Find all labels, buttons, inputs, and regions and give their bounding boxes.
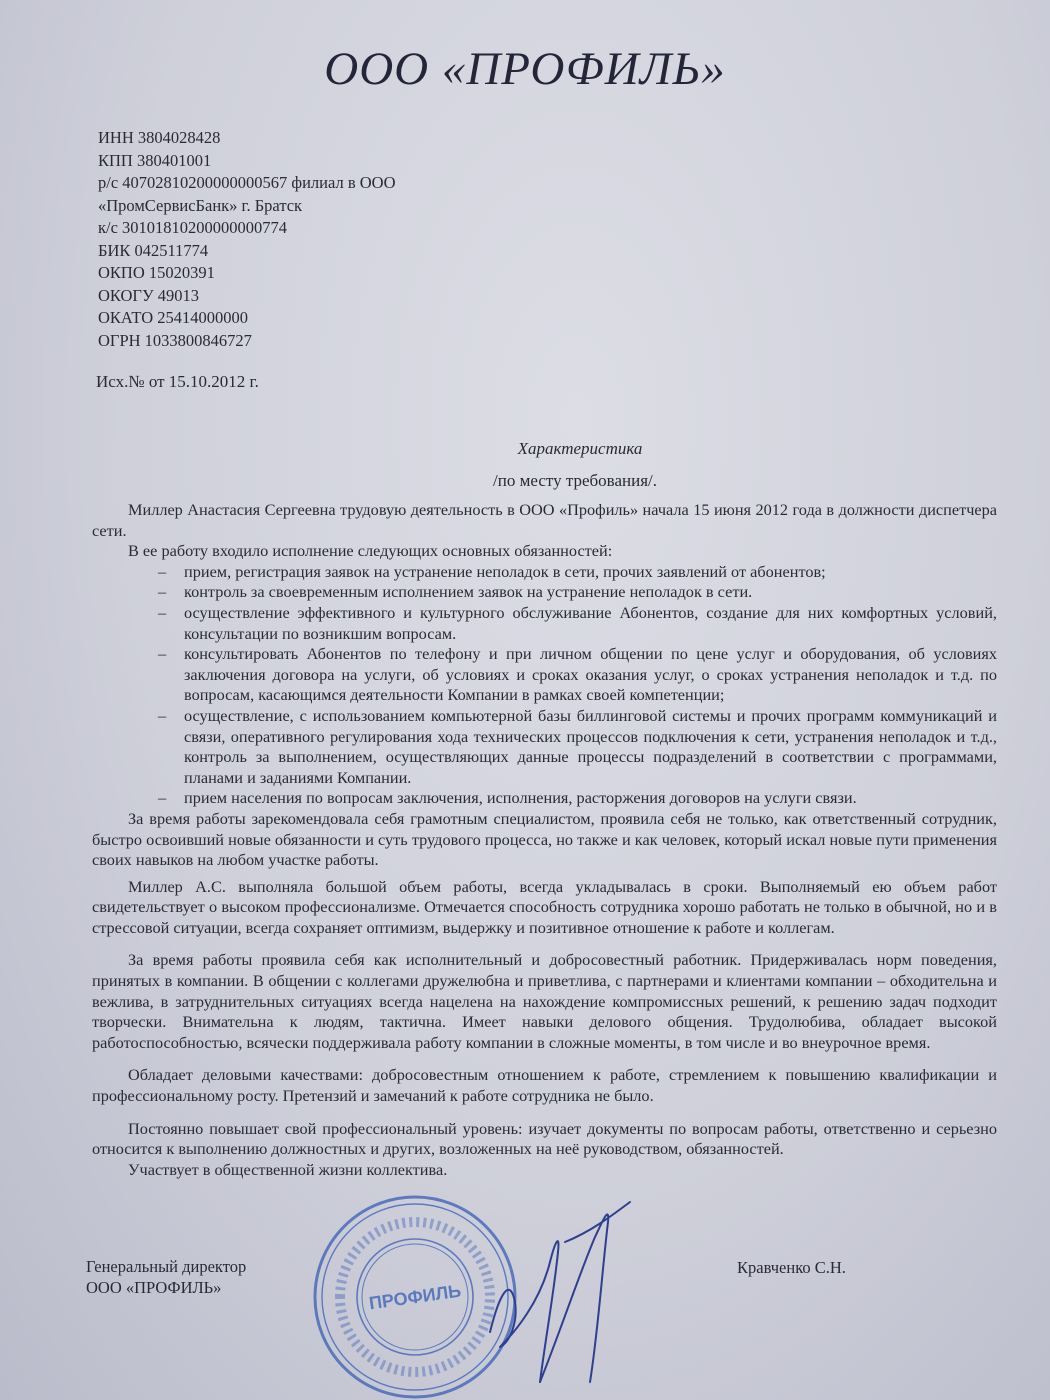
duty-item: – осуществление, с использованием компьютерной базы биллинговой системы и прочих программ коммуникаций и связи, оперативного регулирования хода технических процессов подключения к сети, устранения неполадок и т.д., контроль за выполнением, осуществляющих данные процессы подразделений в соответствии с программами, планами и заданиями Компании. — [92, 706, 997, 788]
requisite-corr-account: к/с 30101810200000000774 — [98, 218, 288, 237]
duties-intro: В ее работу входило исполнение следующих основных обязанностей: — [128, 541, 613, 561]
requisite-inn: ИНН 3804028428 — [98, 128, 221, 147]
paragraph-specialist: За время работы зарекомендовала себя грамотным специалистом, проявила себя не только, как ответственный сотрудник, быстро освоивший новые обязанности и суть трудового процесса, но также и как человек, который искал новые пути применения своих навыков на любом участке работы. — [92, 808, 997, 870]
duty-item: – контроль за своевременным исполнением заявок на устранение неполадок в сети. — [92, 582, 997, 603]
requisite-bik: БИК 042511774 — [98, 240, 209, 260]
requisite-ogrn: ОГРН 1033800846727 — [98, 330, 252, 350]
company-requisites — [98, 127, 395, 352]
duties-list — [92, 562, 997, 809]
requisite-okato: ОКАТО 25414000000 — [98, 308, 249, 327]
document-body — [92, 500, 997, 1180]
paragraph-development: Постоянно повышает свой профессиональный уровень: изучает документы по вопросам работы, ответственно и серьезно относится к выполнению должностных и других, возложенных на неё руководством, обязанностей. — [92, 1118, 997, 1159]
signer-position-line1: Генеральный директор — [86, 1257, 247, 1276]
signer-name: Кравченко С.Н. — [737, 1258, 846, 1277]
intro-paragraph: Миллер Анастасия Сергеевна трудовую деятельность в ООО «Профиль» начала 15 июня 2012 года в должности диспетчера сети. — [92, 500, 997, 540]
requisite-okpo: ОКПО 15020391 — [98, 263, 215, 282]
paragraph-conduct: За время работы проявила себя как исполнительный и добросовестный работник. Придерживалась норм поведения, принятых в компании. В общении с коллегами дружелюбна и приветлива, с партнерами и клиентами компании – обходительна и вежлива, в затруднительных ситуациях всегда нацелена на нахождение компромиссных решений, к решению задач подходит творчески. Внимательна к людям, тактична. Имеет навыки делового общения. Трудолюбива, обладает высокой работоспособностью, всячески поддерживала работу компании в сложные моменты, в том числе и во внеурочное время. — [92, 950, 997, 1052]
requisite-bank: «ПромСервисБанк» г. Братск — [98, 195, 303, 215]
signer-position — [86, 1256, 246, 1298]
paragraph-social: Участвует в общественной жизни коллектива. — [128, 1159, 448, 1179]
requisite-kpp: КПП 380401001 — [98, 150, 212, 170]
requisite-account: р/с 40702810200000000567 филиал в ООО — [98, 173, 396, 192]
document-subheading: /по месту требования/. — [493, 471, 657, 490]
stamp-center-text: ПРОФИЛЬ — [367, 1280, 463, 1314]
duty-item: – консультировать Абонентов по телефону и при личном общении по цене услуг и оборудования, об условиях заключения договора на услуги, об условиях и сроках оказания услуг, о сроках устранения неполадок и т.д. по вопросам, касающимся деятельности Компании в рамках своей компетенции; — [92, 644, 997, 706]
requisite-okogu: ОКОГУ 49013 — [98, 285, 200, 305]
company-title: ООО «ПРОФИЛЬ» — [324, 43, 726, 95]
paragraph-qualities: Обладает деловыми качествами: добросовестным отношением к работе, стремлением к повышению квалификации и профессиональному росту. Претензий и замечаний к работе сотрудника не было. — [92, 1065, 997, 1106]
duty-item: – прием, регистрация заявок на устранение неполадок в сети, прочих заявлений от абонентов; — [92, 562, 997, 583]
duty-item: – осуществление эффективного и культурного обслуживание Абонентов, создание для них комфортных условий, консультации по возникшим вопросам. — [92, 603, 997, 644]
paragraph-workload: Миллер А.С. выполняла большой объем работы, всегда укладывалась в сроки. Выполняемый ею объем работ свидетельствует о высоком профессионализме. Отмечается способность сотрудника хорошо работать не только в обычной, но и в стрессовой ситуации, всегда сохраняет оптимизм, выдержку и позитивное отношение к работе и коллегам. — [92, 876, 997, 937]
signer-position-line2: ООО «ПРОФИЛЬ» — [86, 1278, 222, 1297]
handwritten-signature — [470, 1182, 660, 1392]
duty-item: – прием населения по вопросам заключения, исполнения, расторжения договоров на услуги связи. — [92, 788, 997, 809]
document-heading: Характеристика — [517, 439, 643, 458]
outgoing-reference: Исх.№ от 15.10.2012 г. — [96, 372, 259, 391]
